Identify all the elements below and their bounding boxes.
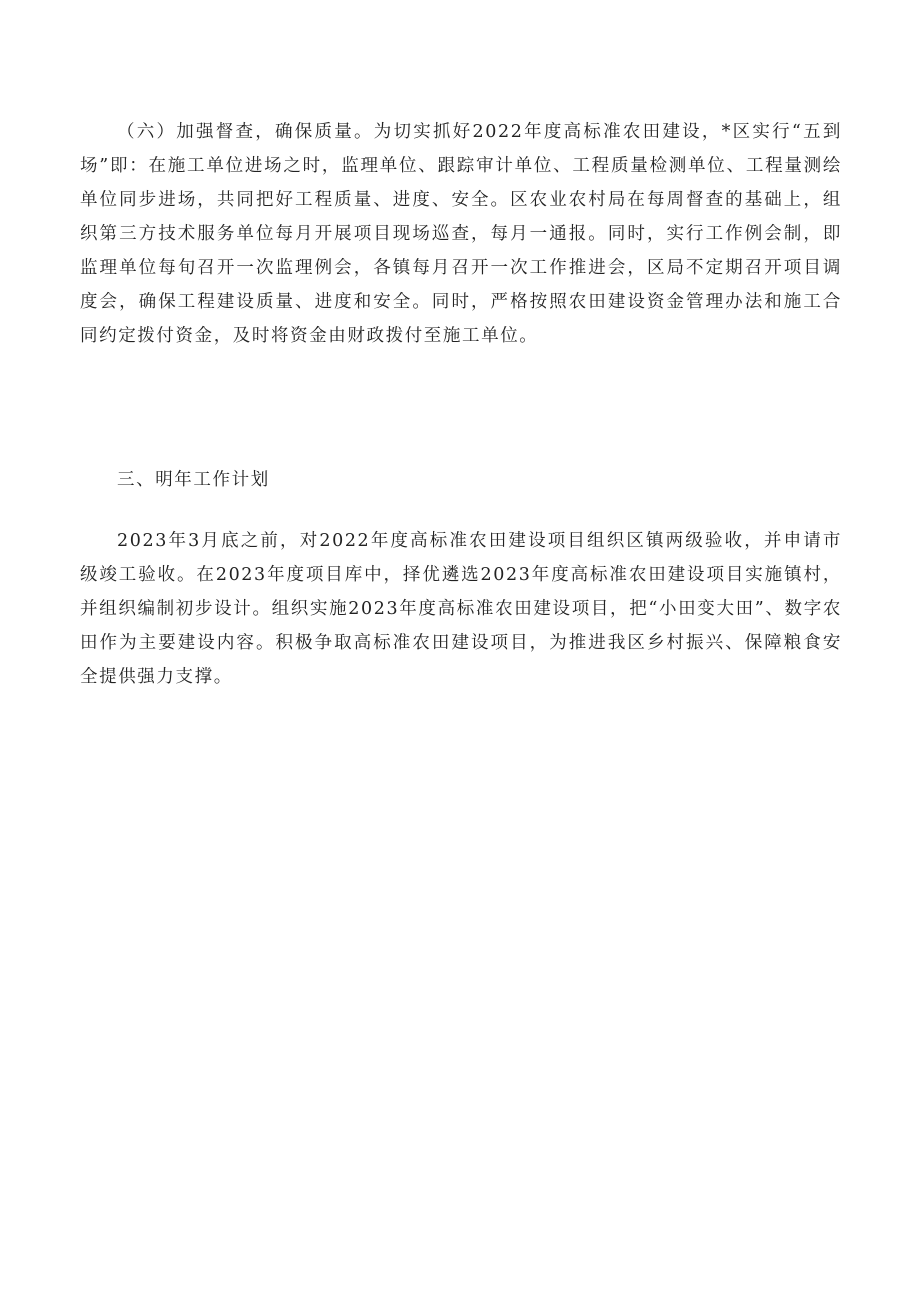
paragraph-supervision-quality: （六）加强督查，确保质量。为切实抓好2022年度高标准农田建设，*区实行“五到场”即：在施工单位进场之时，监理单位、跟踪审计单位、工程质量检测单位、工程量测绘单位同步进场，共同把好工程质量、进度、安全。区农业农村局在每周督查的基础上，组织第三方技术服务单位每月开展项目现场巡查，每月一通报。同时，实行工作例会制，即监理单位每旬召开一次监理例会，各镇每月召开一次工作推进会，区局不定期召开项目调度会，确保工程建设质量、进度和安全。同时，严格按照农田建设资金管理办法和施工合同约定拨付资金，及时将资金由财政拨付至施工单位。 (80, 122, 842, 346)
paragraph-2023-plan: 2023年3月底之前，对2022年度高标准农田建设项目组织区镇两级验收，并申请市级竣工验收。在2023年度项目库中，择优遴选2023年度高标准农田建设项目实施镇村，并组织编制初步设计。组织实施2023年度高标准农田建设项目，把“小田变大田”、数字农田作为主要建设内容。积极争取高标准农田建设项目，为推进我区乡村振兴、保障粮食安全提供强力支撑。 (80, 531, 842, 687)
section-heading-next-year-plan: 三、明年工作计划 (117, 470, 270, 490)
